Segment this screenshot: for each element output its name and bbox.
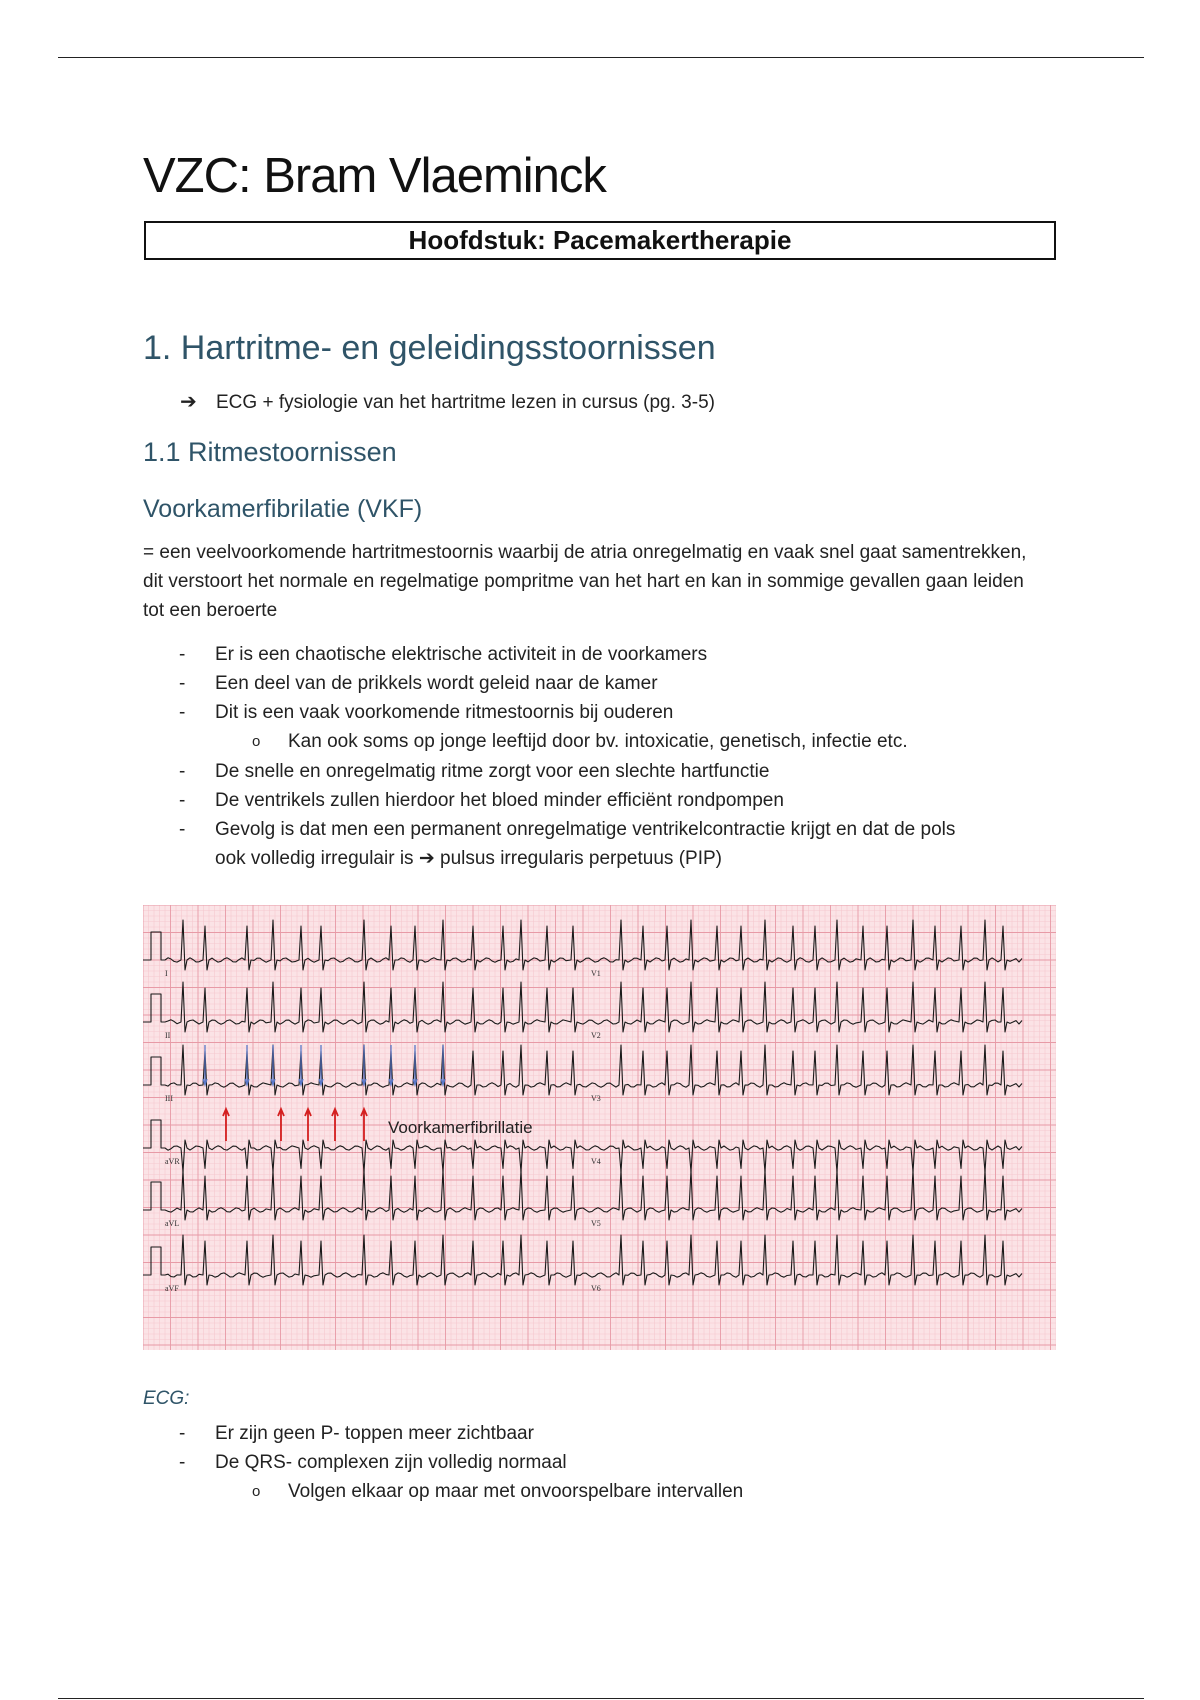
definition-paragraph: = een veelvoorkomende hartritmestoornis waarbij de atria onregelmatig en vaak snel gaat samentrekken, dit verstoort het normale en regelmatige pompritme van het hart en kan in sommige gevallen gaan leiden tot een beroerte	[143, 542, 1027, 621]
ecg-lead-label: V3	[591, 1094, 601, 1103]
right-arrow-icon: ➔	[180, 391, 197, 413]
ecg-lead-label: V5	[591, 1219, 601, 1228]
section-heading-1: 1. Hartritme- en geleidingsstoornissen	[143, 329, 716, 367]
ecg-lead-label: aVR	[165, 1157, 180, 1166]
ecg-lead-label: I	[165, 969, 168, 978]
note-line	[180, 389, 715, 414]
note-text: ECG + fysiologie van het hartritme lezen in cursus (pg. 3-5)	[216, 392, 715, 413]
ecg-lead-label: V2	[591, 1031, 601, 1040]
ecg-lead-label: V4	[591, 1157, 601, 1166]
chapter-box: Hoofdstuk: Pacemakertherapie	[144, 221, 1056, 260]
ecg-annotation: Voorkamerfibrillatie	[388, 1118, 533, 1137]
ecg-lead-label: V1	[591, 969, 601, 978]
ecg-lead-label: III	[165, 1094, 173, 1103]
subheading-vkf: Voorkamerfibrilatie (VKF)	[143, 495, 423, 523]
ecg-findings-label: ECG:	[143, 1388, 190, 1409]
ecg-strip-image	[143, 905, 1056, 1350]
bottom-rule	[58, 1698, 1144, 1699]
ecg-lead-label: aVF	[165, 1284, 179, 1293]
ecg-lead-label: V6	[591, 1284, 601, 1293]
page-title: VZC: Bram Vlaeminck	[143, 149, 606, 203]
top-rule	[58, 57, 1144, 58]
ecg-lead-label: II	[165, 1031, 171, 1040]
ecg-lead-label: aVL	[165, 1219, 180, 1228]
section-heading-1-1: 1.1 Ritmestoornissen	[143, 437, 397, 467]
